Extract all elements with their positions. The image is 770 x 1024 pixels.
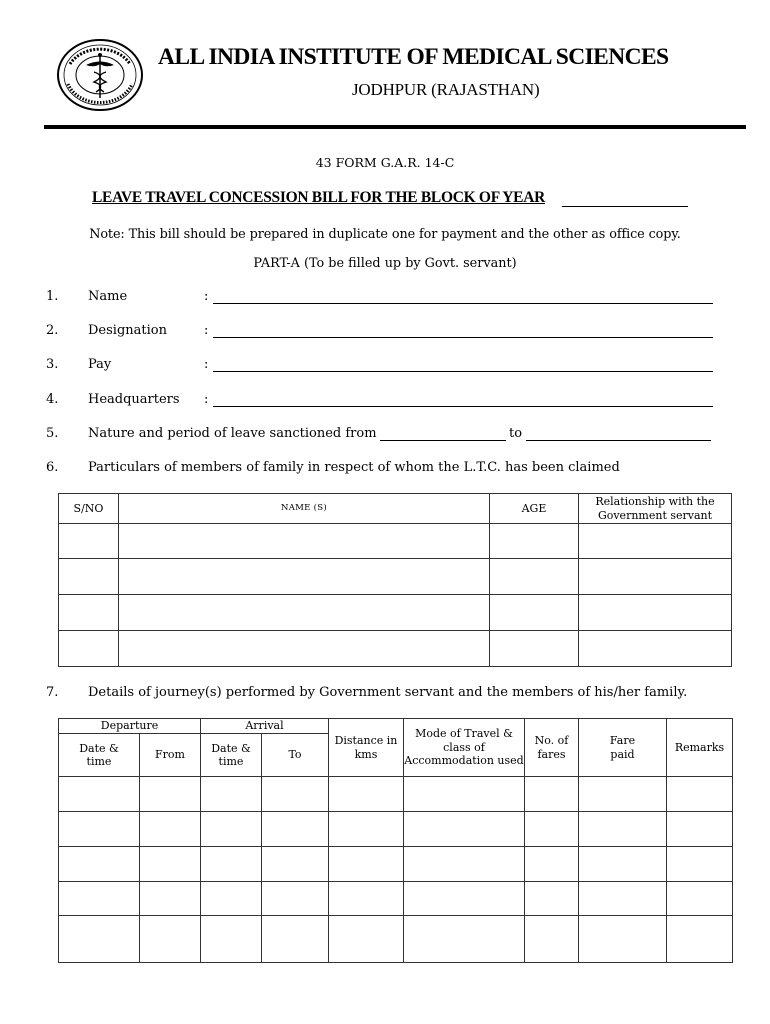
mode-of-travel-header: Mode of Travel & class of Accommodation used: [404, 719, 525, 777]
table-row: [59, 812, 733, 847]
table-row: [59, 777, 733, 812]
leave-to-field[interactable]: [526, 440, 711, 441]
sno-cell[interactable]: [59, 595, 119, 631]
table-row: [59, 631, 732, 667]
name-cell[interactable]: [119, 524, 490, 559]
leave-from-field[interactable]: [380, 440, 506, 441]
relationship-cell[interactable]: [579, 559, 732, 595]
arrival-date-cell[interactable]: [201, 812, 262, 847]
age-cell[interactable]: [490, 631, 579, 667]
no-of-fares-header: No. of fares: [525, 719, 579, 777]
institute-logo: [56, 38, 144, 112]
designation-field[interactable]: [213, 337, 713, 338]
header-age: AGE: [490, 494, 579, 524]
field-number: 2.: [46, 323, 59, 338]
departure-from-cell[interactable]: [140, 847, 201, 882]
remarks-cell[interactable]: [667, 916, 733, 963]
block-year-field[interactable]: [562, 206, 688, 207]
age-cell[interactable]: [490, 559, 579, 595]
family-particulars-label: Particulars of members of family in respect of whom the L.T.C. has been claimed: [88, 460, 620, 475]
note-text: Note: This bill should be prepared in duplicate one for payment and the other as office copy.: [89, 227, 681, 242]
distance-cell[interactable]: [329, 777, 404, 812]
arrival-to-cell[interactable]: [262, 847, 329, 882]
sno-cell[interactable]: [59, 631, 119, 667]
distance-cell[interactable]: [329, 812, 404, 847]
colon: :: [204, 392, 209, 407]
fares-cell[interactable]: [525, 812, 579, 847]
mode-cell[interactable]: [404, 777, 525, 812]
field-number: 4.: [46, 392, 59, 407]
departure-from-cell[interactable]: [140, 882, 201, 916]
field-number: 1.: [46, 289, 59, 304]
sno-cell[interactable]: [59, 559, 119, 595]
departure-from-cell[interactable]: [140, 812, 201, 847]
part-a-heading: PART-A (To be filled up by Govt. servant): [253, 256, 517, 271]
field-number: 3.: [46, 357, 59, 372]
departure-header: Departure: [59, 719, 201, 734]
departure-date-header: Date & time: [59, 734, 140, 777]
colon: :: [204, 289, 209, 304]
arrival-date-cell[interactable]: [201, 882, 262, 916]
distance-header: Distance in kms: [329, 719, 404, 777]
family-members-table: [58, 493, 732, 667]
name-cell[interactable]: [119, 631, 490, 667]
header-names: NAME (S): [119, 494, 490, 524]
sno-cell[interactable]: [59, 524, 119, 559]
departure-date-cell[interactable]: [59, 916, 140, 963]
table-row: [59, 847, 733, 882]
header-relationship: Relationship with the Government servant: [579, 494, 732, 524]
distance-cell[interactable]: [329, 916, 404, 963]
name-cell[interactable]: [119, 559, 490, 595]
fare-paid-cell[interactable]: [579, 882, 667, 916]
institute-name: ALL INDIA INSTITUTE OF MEDICAL SCIENCES: [158, 44, 669, 70]
mode-cell[interactable]: [404, 847, 525, 882]
remarks-cell[interactable]: [667, 777, 733, 812]
fares-cell[interactable]: [525, 916, 579, 963]
table-row: [59, 595, 732, 631]
arrival-date-cell[interactable]: [201, 847, 262, 882]
arrival-to-cell[interactable]: [262, 916, 329, 963]
arrival-date-cell[interactable]: [201, 916, 262, 963]
departure-date-cell[interactable]: [59, 812, 140, 847]
mode-cell[interactable]: [404, 812, 525, 847]
age-cell[interactable]: [490, 595, 579, 631]
mode-cell[interactable]: [404, 882, 525, 916]
remarks-cell[interactable]: [667, 882, 733, 916]
remarks-header: Remarks: [667, 719, 733, 777]
leave-period-label: Nature and period of leave sanctioned from: [88, 426, 377, 441]
departure-date-cell[interactable]: [59, 777, 140, 812]
table-row: [59, 882, 733, 916]
table-row: [59, 559, 732, 595]
fare-paid-cell[interactable]: [579, 916, 667, 963]
departure-date-cell[interactable]: [59, 847, 140, 882]
designation-label: Designation: [88, 323, 167, 338]
journey-details-table: [58, 718, 733, 963]
headquarters-label: Headquarters: [88, 392, 180, 407]
fares-cell[interactable]: [525, 847, 579, 882]
relationship-cell[interactable]: [579, 524, 732, 559]
remarks-cell[interactable]: [667, 812, 733, 847]
pay-field[interactable]: [213, 371, 713, 372]
name-field[interactable]: [213, 303, 713, 304]
departure-from-cell[interactable]: [140, 777, 201, 812]
departure-date-cell[interactable]: [59, 882, 140, 916]
arrival-header: Arrival: [201, 719, 329, 734]
pay-label: Pay: [88, 357, 112, 372]
age-cell[interactable]: [490, 524, 579, 559]
fare-paid-cell[interactable]: [579, 777, 667, 812]
name-cell[interactable]: [119, 595, 490, 631]
table-row: [59, 916, 733, 963]
arrival-date-header: Date & time: [201, 734, 262, 777]
colon: :: [204, 323, 209, 338]
fare-paid-cell[interactable]: [579, 847, 667, 882]
field-number: 5.: [46, 426, 59, 441]
fares-cell[interactable]: [525, 777, 579, 812]
arrival-to-cell[interactable]: [262, 812, 329, 847]
fare-paid-header: Fare paid: [579, 719, 667, 777]
departure-from-header: From: [140, 734, 201, 777]
relationship-cell[interactable]: [579, 631, 732, 667]
name-label: Name: [88, 289, 128, 304]
fare-paid-cell[interactable]: [579, 812, 667, 847]
arrival-date-cell[interactable]: [201, 777, 262, 812]
field-number: 7.: [46, 685, 59, 700]
distance-cell[interactable]: [329, 882, 404, 916]
header-divider: [44, 125, 746, 129]
to-label: to: [509, 426, 523, 441]
arrival-to-cell[interactable]: [262, 882, 329, 916]
arrival-to-cell[interactable]: [262, 777, 329, 812]
field-number: 6.: [46, 460, 59, 475]
journey-details-label: Details of journey(s) performed by Government servant and the members of his/her family.: [88, 685, 688, 700]
form-code: 43 FORM G.A.R. 14-C: [315, 155, 455, 170]
table-row: [59, 524, 732, 559]
departure-from-cell[interactable]: [140, 916, 201, 963]
relationship-cell[interactable]: [579, 595, 732, 631]
bill-title: LEAVE TRAVEL CONCESSION BILL FOR THE BLOCK OF YEAR: [92, 189, 546, 206]
headquarters-field[interactable]: [213, 406, 713, 407]
remarks-cell[interactable]: [667, 847, 733, 882]
mode-cell[interactable]: [404, 916, 525, 963]
header-sno: S/NO: [59, 494, 119, 524]
fares-cell[interactable]: [525, 882, 579, 916]
distance-cell[interactable]: [329, 847, 404, 882]
institute-location: JODHPUR (RAJASTHAN): [352, 80, 540, 99]
arrival-to-header: To: [262, 734, 329, 777]
colon: :: [204, 357, 209, 372]
